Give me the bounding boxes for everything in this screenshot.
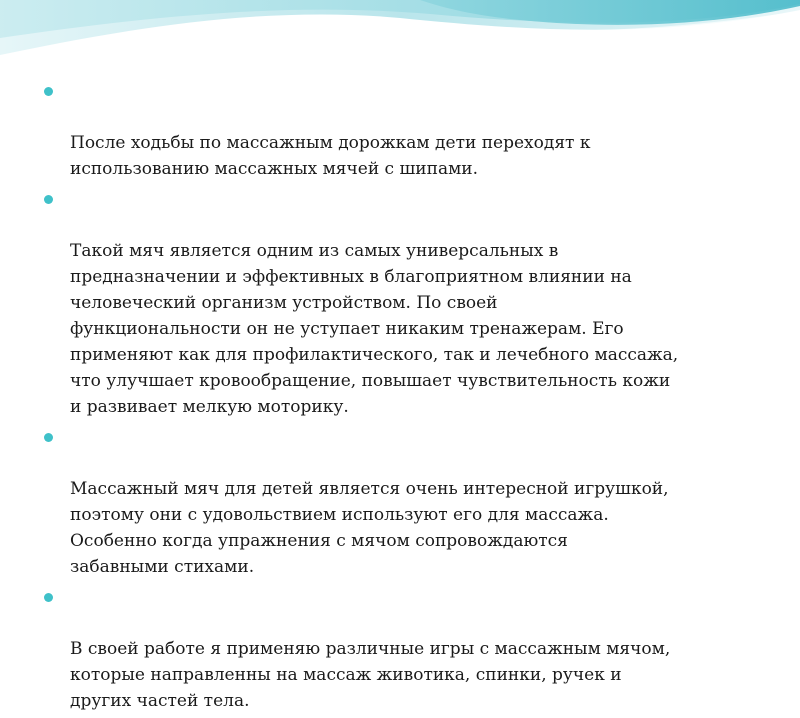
- bullet-item-2: [44, 186, 764, 420]
- bullet-item-1: [44, 78, 764, 182]
- wave-header-decoration: [0, 0, 800, 80]
- bullet-item-4: [44, 584, 764, 714]
- bullet-text: Массажный мяч для детей является очень интересной игрушкой, поэтому они с удовольствием используют его для массажа. Особенно когда упражнения с мячом сопровождаются забавными стихами.: [70, 479, 669, 577]
- bullet-dot-icon: [44, 87, 53, 96]
- bullet-text: После ходьбы по массажным дорожкам дети переходят к использованию массажных мячей с шипами.: [70, 133, 591, 179]
- bullet-dot-icon: [44, 195, 53, 204]
- bullet-dot-icon: [44, 433, 53, 442]
- bullet-item-3: [44, 424, 764, 580]
- bullet-text: В своей работе я применяю различные игры с массажным мячом, которые направленны на массаж животика, спинки, ручек и других частей тела.: [70, 639, 671, 711]
- bullet-dot-icon: [44, 593, 53, 602]
- bullet-list: [44, 78, 764, 718]
- bullet-text: Такой мяч является одним из самых универсальных в предназначении и эффективных в благоприятном влиянии на человеческий организм устройством. По своей функциональности он не уступает никаким тренажерам. Его применяют как для профилактического, так и лечебного массажа, что улучшает кровообращение, повышает чувствительность кожи и развивает мелкую моторику.: [70, 241, 679, 417]
